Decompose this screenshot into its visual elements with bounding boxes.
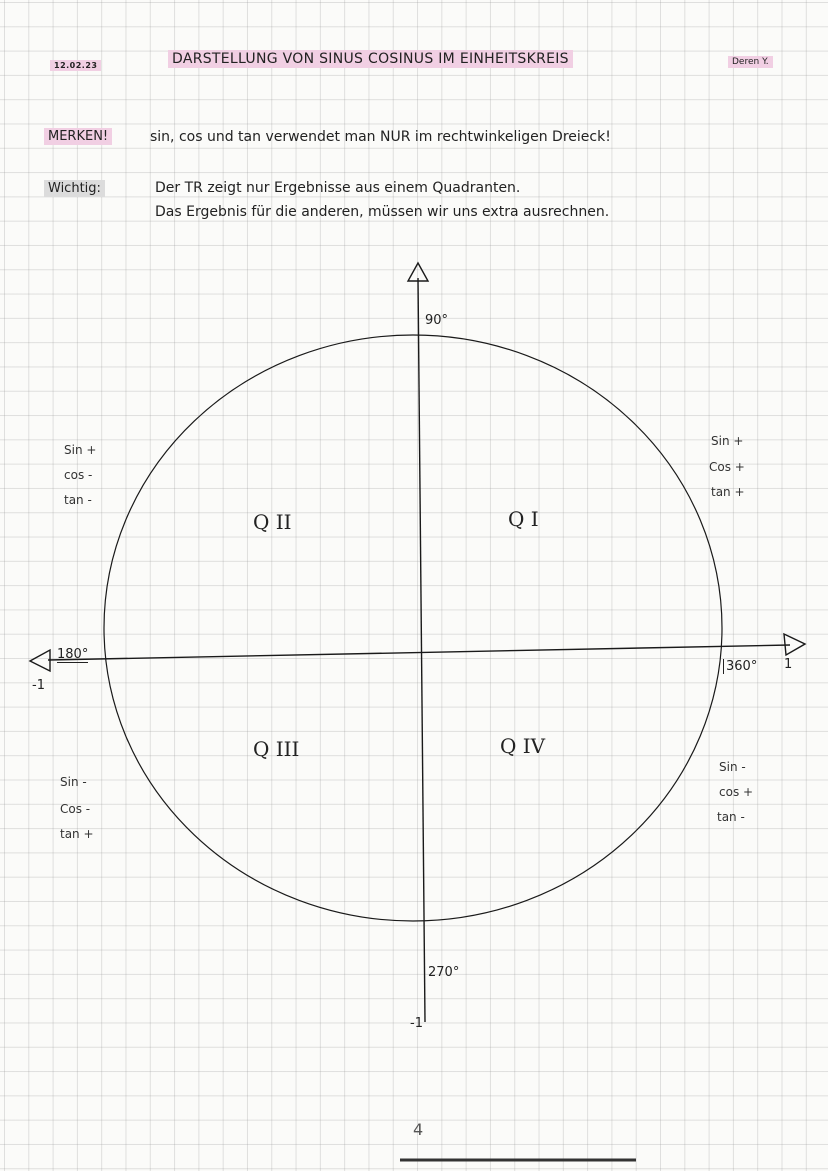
wichtig-line-2: Das Ergebnis für die anderen, müssen wir uns extra ausrechnen. xyxy=(155,204,610,220)
quadrant-4-label: Q IV xyxy=(500,734,546,758)
angle-360: 360° xyxy=(723,659,757,674)
axis-value-left: -1 xyxy=(32,678,45,693)
q3-tan-sign: tan + xyxy=(60,827,94,841)
angle-270: 270° xyxy=(428,965,460,980)
q2-sin-sign: Sin + xyxy=(64,443,97,457)
wichtig-line-1: Der TR zeigt nur Ergebnisse aus einem Quadranten. xyxy=(155,180,521,196)
q2-cos-sign: cos - xyxy=(64,468,93,482)
x-axis xyxy=(48,645,790,660)
q1-tan-sign: tan + xyxy=(711,485,745,499)
q4-cos-sign: cos + xyxy=(719,785,754,799)
quadrant-3-label: Q III xyxy=(253,737,300,761)
q1-sin-sign: Sin + xyxy=(711,434,744,448)
author-name: Deren Y. xyxy=(728,56,773,68)
q2-tan-sign: tan - xyxy=(64,493,92,507)
q4-sin-sign: Sin - xyxy=(719,760,746,774)
page-title: DARSTELLUNG VON SINUS COSINUS IM EINHEITSKREIS xyxy=(168,50,573,68)
q3-cos-sign: Cos - xyxy=(60,802,91,816)
y-axis xyxy=(418,278,425,1022)
axis-value-bottom: -1 xyxy=(410,1016,423,1031)
quadrant-2-label: Q II xyxy=(253,510,292,534)
q4-tan-sign: tan - xyxy=(717,810,745,824)
q3-sin-sign: Sin - xyxy=(60,775,87,789)
x-axis-arrow-left xyxy=(30,650,50,671)
axis-value-right: 1 xyxy=(784,657,793,672)
wichtig-label: Wichtig: xyxy=(44,180,105,197)
date-label: 12.02.23 xyxy=(50,60,101,71)
angle-180: 180° xyxy=(57,647,89,662)
quadrant-1-label: Q I xyxy=(508,507,539,531)
merken-label: MERKEN! xyxy=(44,128,112,145)
q1-cos-sign: Cos + xyxy=(709,460,745,474)
page-number: 4 xyxy=(413,1120,424,1139)
unit-circle xyxy=(104,335,722,921)
merken-text: sin, cos und tan verwendet man NUR im rechtwinkeligen Dreieck! xyxy=(150,129,611,145)
angle-90: 90° xyxy=(425,313,449,328)
